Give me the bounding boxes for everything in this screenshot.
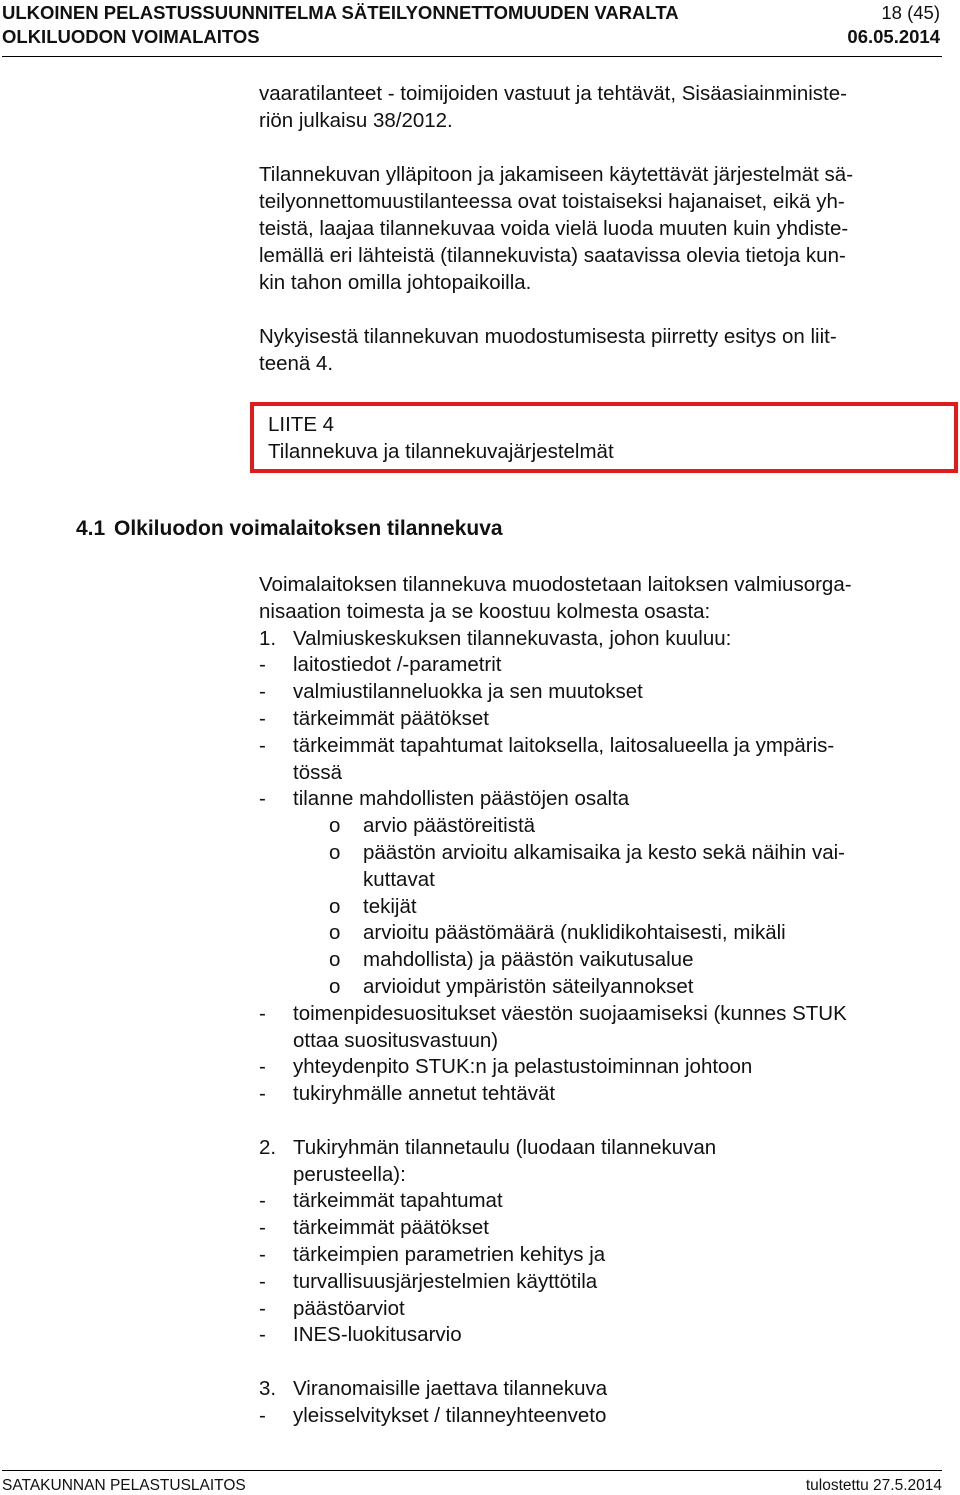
section-title: Olkiluodon voimalaitoksen tilannekuva: [114, 517, 503, 540]
spacer: [259, 1349, 939, 1376]
list-item: - tilanne mahdollisten päästöjen osalta: [259, 787, 630, 811]
paragraph: Nykyisestä tilannekuvan muodostumisesta piirretty esitys on liit- teenä 4.: [259, 325, 837, 375]
intro-line: Voimalaitoksen tilannekuva muodostetaan laitoksen valmiusorga-: [259, 573, 852, 596]
list-item: - valmiustilanneluokka ja sen muutokset: [259, 680, 643, 704]
list-item: - tärkeimmät tapahtumat: [259, 1189, 503, 1213]
list-item: - toimenpidesuositukset väestön suojaamiseksi (kunnes STUK: [259, 1001, 847, 1025]
sub-list-item: o päästön arvioitu alkamisaika ja kesto sekä näihin vai-: [329, 840, 846, 864]
list-item: - tukiryhmälle annetut tehtävät: [259, 1082, 556, 1106]
list-item: ottaa suositusvastuun): [293, 1028, 499, 1052]
sub-list-item: kuttavat: [363, 867, 435, 891]
list-item: - tärkeimmät päätökset: [259, 706, 489, 730]
list-item: - yhteydenpito STUK:n ja pelastustoiminnan johtoon: [259, 1055, 753, 1079]
section-content: [259, 572, 939, 1430]
intro-line: nisaation toimesta ja se koostuu kolmesta osasta:: [259, 599, 711, 623]
list-item: - INES-luokitusarvio: [259, 1323, 462, 1347]
list-item: - tärkeimpien parametrien kehitys ja: [259, 1242, 606, 1266]
header-title: ULKOINEN PELASTUSSUUNNITELMA SÄTEILYONNETTOMUUDEN VARALTA: [2, 2, 679, 23]
body-text: [259, 80, 939, 404]
list-item: 1. Valmiuskeskuksen tilannekuvasta, johon kuuluu:: [259, 626, 732, 650]
list-item: - turvallisuusjärjestelmien käyttötila: [259, 1269, 598, 1293]
sub-list-item: o tekijät: [329, 894, 417, 918]
attachment-title: Tilannekuva ja tilannekuvajärjestelmät: [268, 440, 614, 463]
section-heading: [76, 517, 503, 541]
list-item: - yleisselvitykset / tilanneyhteenveto: [259, 1403, 607, 1427]
paragraph: vaaratilanteet - toimijoiden vastuut ja tehtävät, Sisäasiainministe- riön julkaisu 38/2012.: [259, 82, 847, 132]
paragraph: Tilannekuvan ylläpitoon ja jakamiseen käytettävät järjestelmät sä- teilyonnettomuustilanteessa ovat toistaiseksi hajanaiset, eikä yh- teistä, laajaa tilannekuvaa voida vielä luoda muuten kuin yhdiste- lemällä eri lähteistä (tilannekuvista) saatavissa olevia tietoja kun- kin tahon omilla johtopaikoilla.: [259, 163, 854, 294]
list-item: - päästöarviot: [259, 1296, 405, 1320]
list-item: perusteella):: [293, 1162, 406, 1186]
attachment-reference-box[interactable]: [250, 402, 958, 473]
sub-list-item: o arvioitu päästömäärä (nuklidikohtaisesti, mikäli: [329, 921, 786, 945]
page-number: 18 (45): [881, 2, 940, 23]
list-item: - tärkeimmät tapahtumat laitoksella, laitosalueella ja ympäris-: [259, 733, 835, 757]
sub-list-item: o arvio päästöreitistä: [329, 814, 536, 838]
footer-print-date: tulostettu 27.5.2014: [805, 1477, 942, 1494]
list-item: 3. Viranomaisille jaettava tilannekuva: [259, 1376, 608, 1400]
section-number: 4.1: [76, 517, 106, 540]
attachment-label: LIITE 4: [268, 413, 335, 436]
list-item: tössä: [293, 760, 342, 784]
page-footer: [2, 1470, 942, 1494]
list-item: - tärkeimmät päätökset: [259, 1216, 489, 1240]
page-header: [2, 0, 942, 57]
spacer: [259, 1108, 939, 1135]
sub-list-item: o arvioidut ympäristön säteilyannokset: [329, 974, 694, 998]
attachment-reference: [268, 411, 614, 465]
header-subtitle: OLKILUODON VOIMALAITOS: [2, 26, 260, 47]
footer-organization: SATAKUNNAN PELASTUSLAITOS: [2, 1477, 246, 1494]
list-item: - laitostiedot /-parametrit: [259, 653, 502, 677]
list-item: 2. Tukiryhmän tilannetaulu (luodaan tilannekuvan: [259, 1135, 717, 1159]
sub-list-item: o mahdollista) ja päästön vaikutusalue: [329, 948, 694, 972]
header-date: 06.05.2014: [847, 26, 940, 47]
